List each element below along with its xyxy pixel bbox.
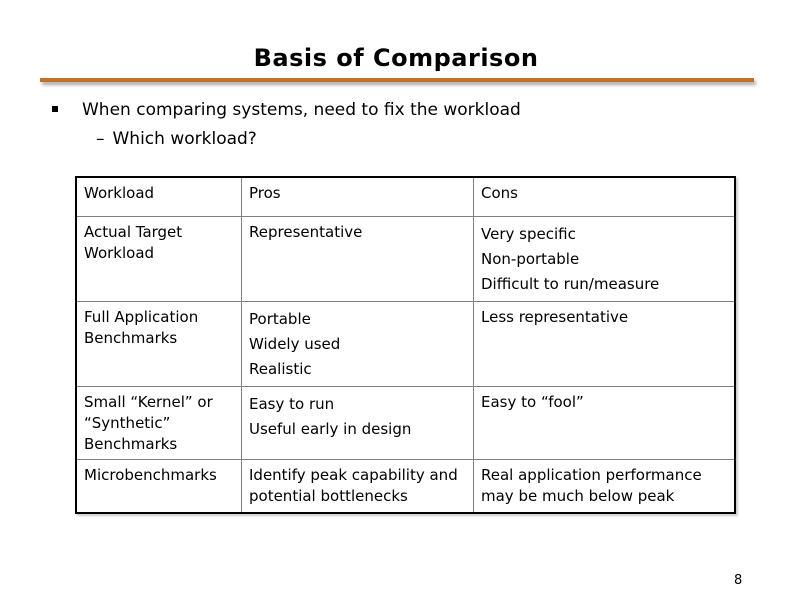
cell-text: Difficult to run/measure [481,275,660,293]
workload-cell [76,387,242,460]
sub-bullet-text: Which workload? [112,129,257,149]
cell-text: Non-portable [481,250,580,268]
cons-cell [474,217,736,302]
workload-cell [76,460,242,513]
cell-text: Representative [249,223,363,241]
header-pros: Pros [242,177,474,217]
pros-cell [242,387,474,460]
cons-cell [474,460,736,513]
cell-text: Useful early in design [249,420,412,438]
cell-text: Actual Target Workload [84,223,183,262]
cell-text: Easy to “fool” [481,393,584,411]
cell-text: Small “Kernel” or “Synthetic” Benchmarks [84,393,213,453]
title-divider [40,78,754,82]
cons-cell [474,387,736,460]
main-bullet-text: When comparing systems, need to fix the workload [82,100,521,120]
dash-bullet-icon: – [96,129,105,149]
cell-text: Real application performance may be much below peak [481,466,702,505]
sub-bullet [96,129,257,149]
table-row [76,302,735,387]
cell-text: Widely used [249,335,341,353]
cell-text: Full Application Benchmarks [84,308,199,347]
cell-text: Realistic [249,360,312,378]
workload-cell [76,302,242,387]
workload-cell [76,217,242,302]
table-row [76,387,735,460]
table-header-row [76,177,735,217]
cell-text: Very specific [481,225,576,243]
square-bullet-icon [52,106,58,112]
cell-text: Portable [249,310,311,328]
cell-text: Identify peak capability and potential bottlenecks [249,466,458,505]
header-workload: Workload [76,177,242,217]
table-row [76,217,735,302]
cell-text: Easy to run [249,395,335,413]
page-number: 8 [734,573,743,588]
cell-text: Microbenchmarks [84,466,217,484]
pros-cell [242,460,474,513]
slide-title: Basis of Comparison [253,44,539,72]
header-cons: Cons [474,177,736,217]
main-bullet [52,100,521,120]
cons-cell [474,302,736,387]
pros-cell [242,302,474,387]
pros-cell [242,217,474,302]
cell-text: Less representative [481,308,629,326]
table-row [76,460,735,513]
workload-comparison-table [75,176,736,514]
